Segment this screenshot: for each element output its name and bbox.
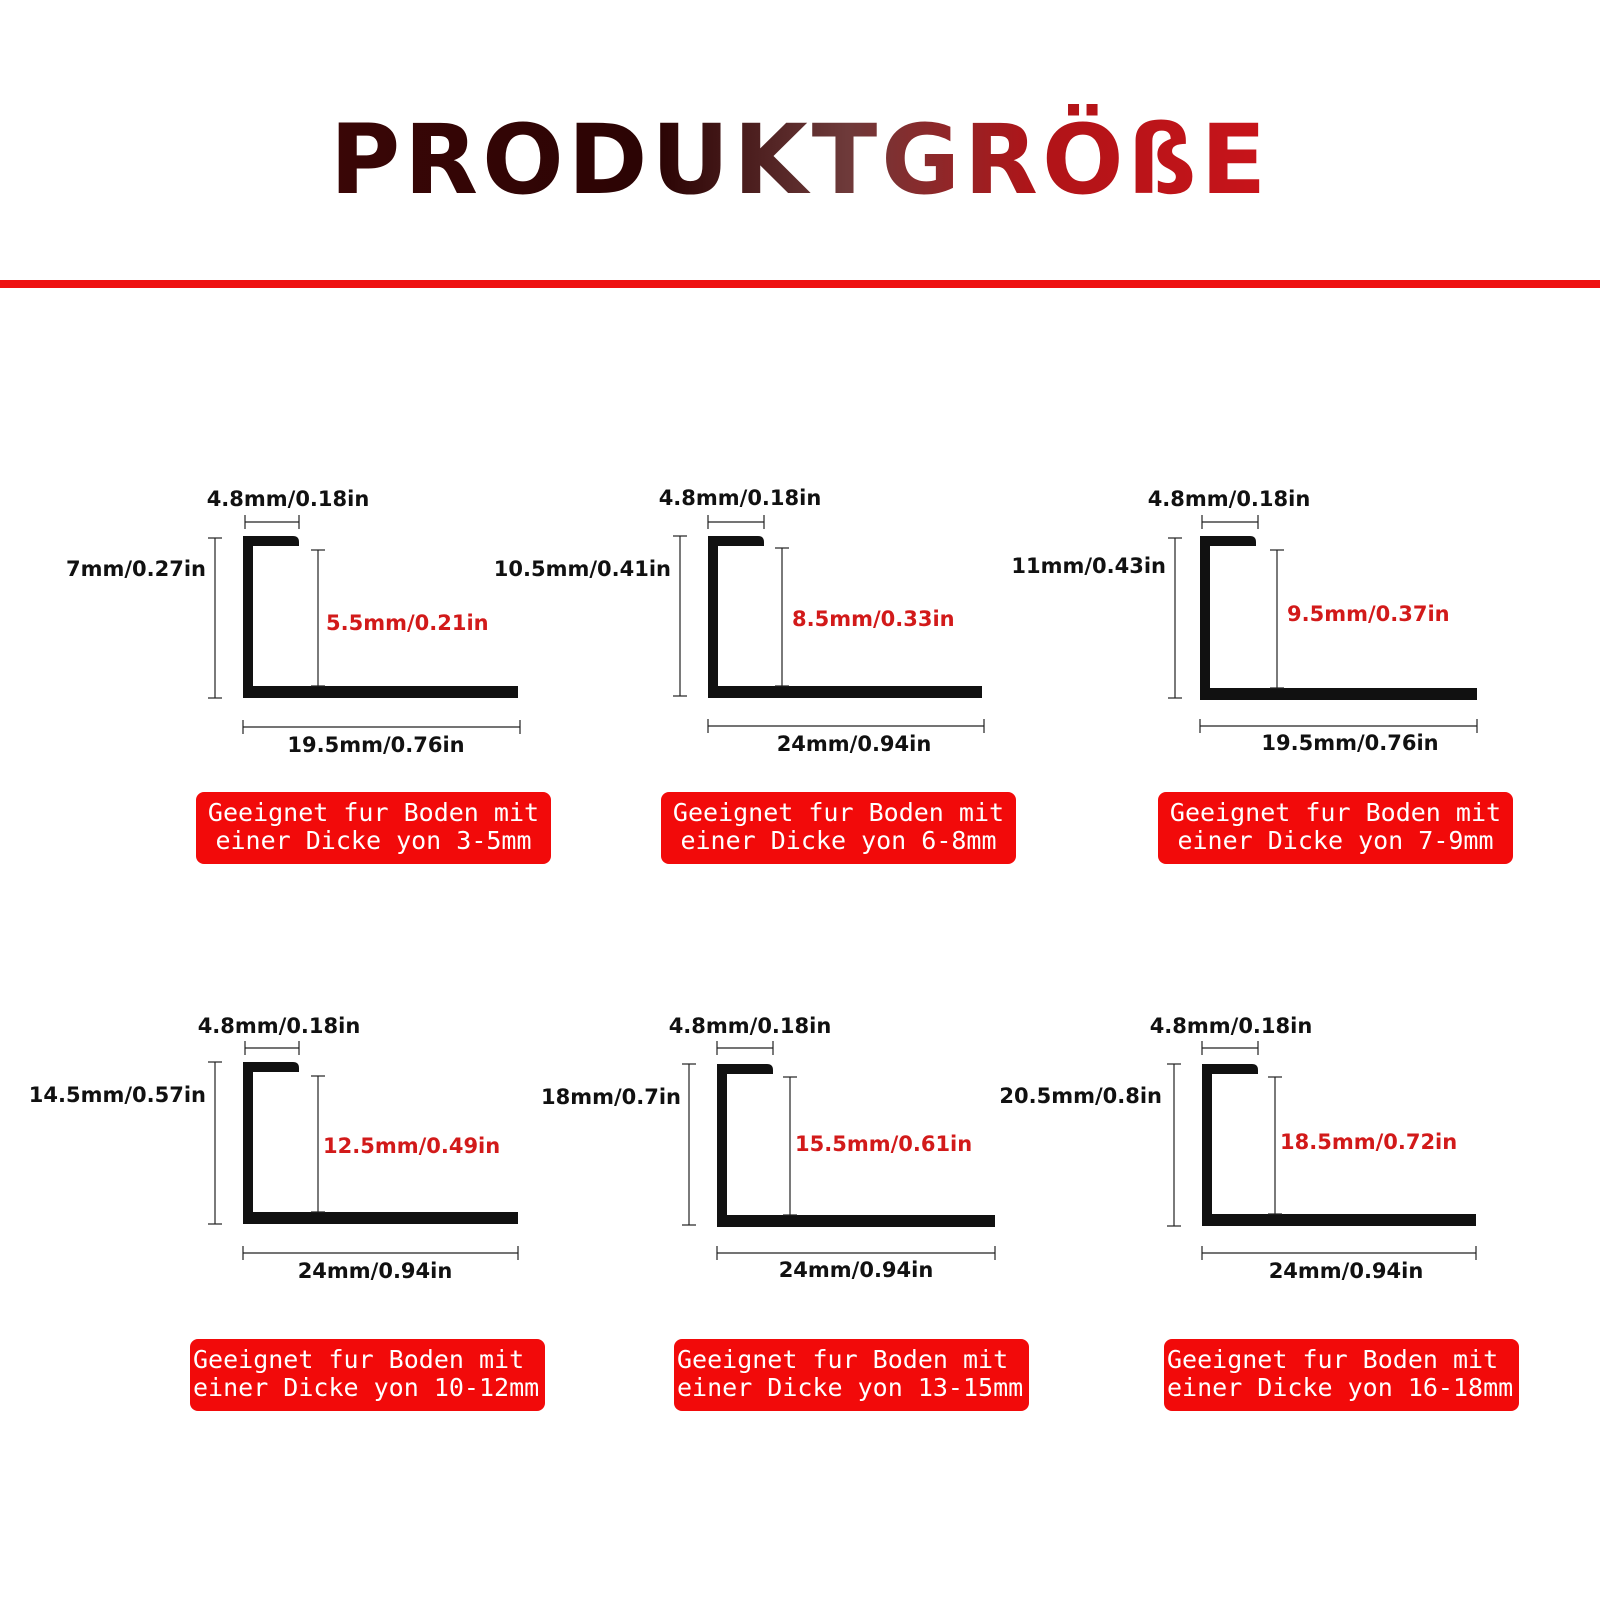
- note-line-1: Geeignet fur Boden mit: [193, 1345, 525, 1374]
- note-line-1: Geeignet fur Boden mit: [672, 798, 1005, 827]
- note-line-2: einer Dicke yon 3-5mm: [215, 826, 532, 855]
- top-width-dimension: [245, 1041, 299, 1055]
- floor-thickness-note-5: [674, 1339, 1029, 1411]
- note-line-1: Geeignet fur Boden mit: [207, 798, 540, 827]
- inner-height-label: 9.5mm/0.37in: [1287, 602, 1450, 626]
- inner-height-dimension: [1270, 550, 1284, 688]
- total-height-dimension: [208, 538, 222, 698]
- top-width-label: 4.8mm/0.18in: [658, 486, 822, 510]
- profile-3: [1011, 487, 1477, 755]
- floor-thickness-note-4: [190, 1339, 545, 1411]
- base-length-label: 19.5mm/0.76in: [287, 733, 465, 757]
- note-line-2: einer Dicke yon 7-9mm: [1177, 826, 1494, 855]
- inner-height-dimension: [311, 550, 325, 686]
- note-line-2: einer Dicke yon 10-12mm: [193, 1373, 540, 1402]
- base-length-label: 24mm/0.94in: [1268, 1259, 1424, 1283]
- top-width-dimension: [717, 1041, 773, 1055]
- base-length-dimension: [708, 719, 984, 733]
- floor-thickness-note-6: [1164, 1339, 1519, 1411]
- base-length-label: 24mm/0.94in: [778, 1258, 934, 1282]
- floor-thickness-note-2: [661, 792, 1016, 864]
- floor-thickness-note-1: [196, 792, 551, 864]
- inner-height-label: 18.5mm/0.72in: [1280, 1130, 1458, 1154]
- base-length-dimension: [1202, 1246, 1476, 1260]
- profile-4: [29, 1014, 518, 1283]
- inner-height-label: 12.5mm/0.49in: [323, 1134, 501, 1158]
- note-line-2: einer Dicke yon 6-8mm: [680, 826, 997, 855]
- inner-height-dimension: [775, 548, 789, 686]
- top-width-dimension: [1202, 1041, 1258, 1055]
- note-line-1: Geeignet fur Boden mit: [1167, 1345, 1499, 1374]
- total-height-label: 18mm/0.7in: [540, 1085, 681, 1109]
- base-length-label: 19.5mm/0.76in: [1261, 731, 1439, 755]
- inner-height-label: 15.5mm/0.61in: [795, 1132, 973, 1156]
- total-height-label: 20.5mm/0.8in: [999, 1084, 1162, 1108]
- total-height-dimension: [682, 1064, 696, 1225]
- page-title-text: PRODUKTGRÖßE: [329, 104, 1271, 216]
- top-width-dimension: [1202, 515, 1258, 529]
- inner-height-label: 5.5mm/0.21in: [326, 611, 489, 635]
- total-height-dimension: [1167, 1064, 1181, 1226]
- top-width-label: 4.8mm/0.18in: [1147, 487, 1311, 511]
- note-line-2: einer Dicke yon 16-18mm: [1167, 1373, 1514, 1402]
- profile-5: [541, 1014, 995, 1282]
- note-line-2: einer Dicke yon 13-15mm: [677, 1373, 1024, 1402]
- top-width-label: 4.8mm/0.18in: [1149, 1014, 1313, 1038]
- total-height-dimension: [673, 536, 687, 696]
- profile-1: [66, 487, 520, 757]
- total-height-dimension: [1168, 538, 1182, 698]
- base-length-label: 24mm/0.94in: [297, 1259, 453, 1283]
- top-width-label: 4.8mm/0.18in: [197, 1014, 361, 1038]
- floor-thickness-note-3: [1158, 792, 1513, 864]
- total-height-label: 7mm/0.27in: [65, 557, 206, 581]
- inner-height-label: 8.5mm/0.33in: [792, 607, 955, 631]
- top-width-dimension: [708, 515, 764, 529]
- total-height-label: 14.5mm/0.57in: [28, 1083, 206, 1107]
- profile-2: [494, 486, 984, 756]
- total-height-dimension: [208, 1062, 222, 1224]
- total-height-label: 10.5mm/0.41in: [493, 557, 671, 581]
- base-length-label: 24mm/0.94in: [776, 732, 932, 756]
- total-height-label: 11mm/0.43in: [1011, 554, 1166, 578]
- base-length-dimension: [243, 1246, 518, 1260]
- profile-6: [999, 1014, 1476, 1283]
- top-width-label: 4.8mm/0.18in: [668, 1014, 832, 1038]
- top-width-label: 4.8mm/0.18in: [206, 487, 370, 511]
- base-length-dimension: [243, 720, 520, 734]
- note-line-1: Geeignet fur Boden mit: [1169, 798, 1502, 827]
- top-width-dimension: [245, 515, 299, 529]
- note-line-1: Geeignet fur Boden mit: [677, 1345, 1009, 1374]
